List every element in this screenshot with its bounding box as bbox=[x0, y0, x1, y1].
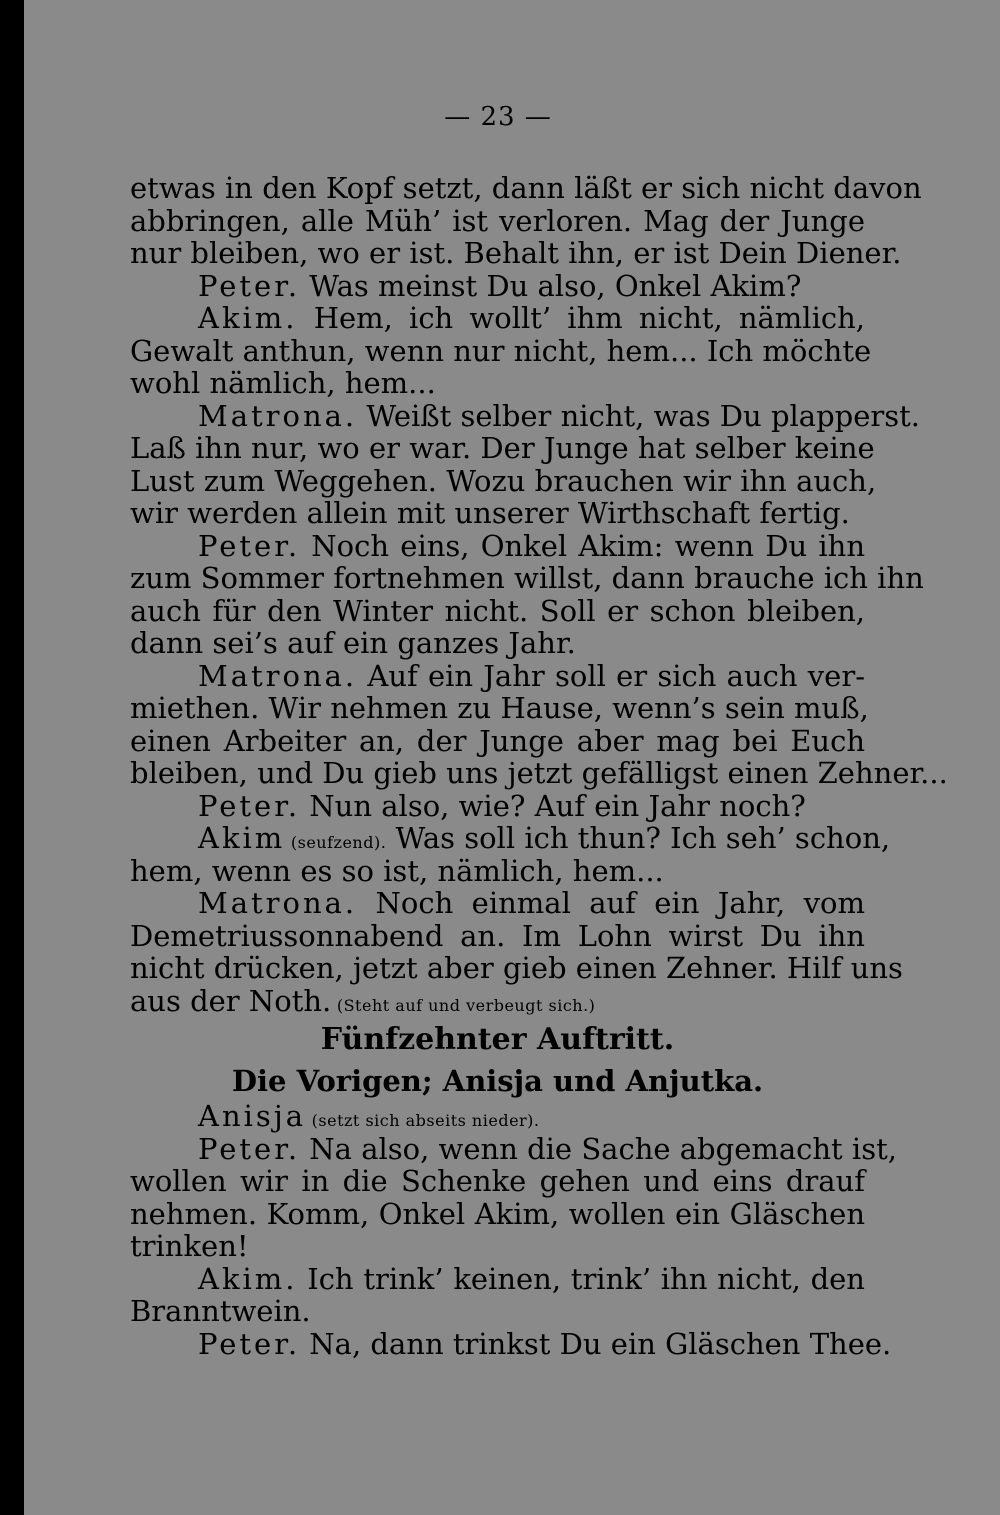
text-line bbox=[130, 530, 865, 563]
line-text: wollen wir in die Schenke gehen und eins drauf bbox=[130, 1164, 865, 1198]
speaker-name: Anisja bbox=[198, 1099, 307, 1133]
dialogue-block-bottom bbox=[130, 1099, 897, 1361]
line-text: Ich trink’ keinen, trink’ ihn nicht, den bbox=[297, 1261, 865, 1296]
line-text: Branntwein. bbox=[130, 1294, 311, 1328]
line-text: zum Sommer fortnehmen willst, dann brauche ich ihn bbox=[130, 561, 924, 595]
line-text: Weißt selber nicht, was Du plapperst. bbox=[357, 398, 920, 433]
line-text: Was soll ich thun? Ich seh’ schon, bbox=[386, 821, 891, 855]
text-line bbox=[130, 1326, 892, 1361]
text-line bbox=[130, 463, 877, 498]
dialogue-block-top bbox=[130, 171, 948, 1018]
speaker-name: Matrona. bbox=[198, 658, 358, 693]
text-line bbox=[130, 920, 865, 953]
scene-heading: Fünfzehnter Auftritt. bbox=[320, 1022, 675, 1057]
text-line bbox=[130, 497, 865, 530]
text-line bbox=[130, 171, 922, 205]
text-line bbox=[130, 887, 865, 920]
line-text: Noch eins, Onkel Akim: wenn Du ihn bbox=[300, 528, 865, 563]
line-text: Na, dann trinkst Du ein Gläschen Thee. bbox=[300, 1326, 892, 1361]
line-text: bleiben, und Du gieb uns jetzt gefälligst einen Zehner... bbox=[130, 756, 948, 790]
text-line bbox=[130, 333, 872, 368]
line-text: nicht drücken, jetzt aber gieb einen Zehner. Hilf uns bbox=[130, 951, 903, 985]
text-line bbox=[130, 431, 875, 465]
text-line bbox=[130, 725, 865, 758]
text-line bbox=[130, 821, 891, 855]
line-text: trinken! bbox=[130, 1229, 249, 1263]
speaker-name: Peter. bbox=[198, 788, 301, 823]
line-text: nehmen. Komm, Onkel Akim, wollen ein Gläschen bbox=[130, 1196, 865, 1231]
text-line bbox=[130, 1230, 865, 1263]
stage-direction: (Steht auf und verbeugt sich.) bbox=[331, 995, 596, 1015]
speaker-name: Matrona. bbox=[198, 398, 358, 433]
line-text: aus der Noth. bbox=[130, 983, 332, 1018]
text-line bbox=[130, 398, 920, 433]
text-line bbox=[130, 756, 948, 790]
text-line bbox=[130, 367, 865, 400]
speaker-name: Akim bbox=[198, 821, 286, 855]
book-spine-shadow bbox=[0, 0, 24, 1515]
text-line bbox=[130, 691, 869, 725]
text-line bbox=[130, 1131, 897, 1166]
speaker-name: Akim. bbox=[198, 301, 298, 335]
line-text: Gewalt anthun, wenn nur nicht, hem... Ich möchte bbox=[130, 333, 872, 368]
line-text: etwas in den Kopf setzt, dann läßt er sich nicht davon bbox=[130, 171, 922, 205]
line-text: abbringen, alle Müh’ ist verloren. Mag der Junge bbox=[130, 203, 865, 238]
text-line bbox=[130, 1263, 865, 1296]
line-text: hem, wenn es so ist, nämlich, hem... bbox=[130, 853, 664, 888]
text-line bbox=[130, 660, 865, 693]
speaker-name: Matrona. bbox=[198, 886, 358, 920]
line-text: auch für den Winter nicht. Soll er schon bleiben, bbox=[130, 593, 865, 628]
text-line bbox=[130, 1295, 865, 1328]
line-text: Auf ein Jahr soll er sich auch ver- bbox=[357, 658, 865, 693]
line-text: nur bleiben, wo er ist. Behalt ihn, er ist Dein Diener. bbox=[130, 236, 902, 270]
text-line bbox=[130, 595, 865, 628]
speaker-name: Peter. bbox=[198, 1131, 301, 1166]
line-text: Was meinst Du also, Onkel Akim? bbox=[300, 268, 802, 303]
line-text: Demetriussonnabend an. Im Lohn wirst Du ihn bbox=[130, 918, 865, 953]
text-line bbox=[130, 1198, 865, 1231]
speaker-name: Peter. bbox=[198, 528, 301, 563]
text-line bbox=[130, 270, 865, 303]
line-text: Noch einmal auf ein Jahr, vom bbox=[357, 886, 865, 920]
page-number: — 23 — bbox=[444, 102, 552, 132]
stage-direction: (setzt sich abseits nieder). bbox=[306, 1111, 540, 1130]
line-text: miethen. Wir nehmen zu Hause, wenn’s sein muß, bbox=[130, 691, 869, 725]
line-text: wir werden allein mit unserer Wirthschaft fertig. bbox=[130, 496, 850, 530]
text-line bbox=[130, 1165, 865, 1198]
stage-direction: (seufzend). bbox=[285, 833, 387, 852]
text-line bbox=[130, 1100, 865, 1133]
speaker-name: Peter. bbox=[198, 268, 301, 303]
line-text: Lust zum Weggehen. Wozu brauchen wir ihn auch, bbox=[130, 463, 877, 498]
text-line bbox=[130, 302, 865, 335]
line-text: dann sei’s auf ein ganzes Jahr. bbox=[130, 626, 576, 660]
speaker-name: Peter. bbox=[198, 1326, 301, 1361]
text-line bbox=[130, 790, 865, 823]
text-line bbox=[130, 205, 865, 238]
line-text: Laß ihn nur, wo er war. Der Junge hat selber keine bbox=[130, 431, 875, 465]
line-text: Nun also, wie? Auf ein Jahr noch? bbox=[300, 788, 806, 823]
line-text: Na also, wenn die Sache abgemacht ist, bbox=[300, 1131, 897, 1166]
text-line bbox=[130, 627, 865, 660]
text-line bbox=[130, 236, 902, 270]
speaker-name: Akim. bbox=[198, 1261, 298, 1296]
text-line bbox=[130, 951, 903, 985]
text-line bbox=[130, 985, 865, 1018]
text-line bbox=[130, 561, 924, 595]
line-text: wohl nämlich, hem... bbox=[130, 366, 436, 400]
cast-heading: Die Vorigen; Anisja und Anjutka. bbox=[231, 1064, 764, 1098]
text-line bbox=[130, 855, 865, 888]
line-text: Hem, ich wollt’ ihm nicht, nämlich, bbox=[297, 301, 865, 335]
line-text: einen Arbeiter an, der Junge aber mag bei Euch bbox=[130, 723, 865, 758]
